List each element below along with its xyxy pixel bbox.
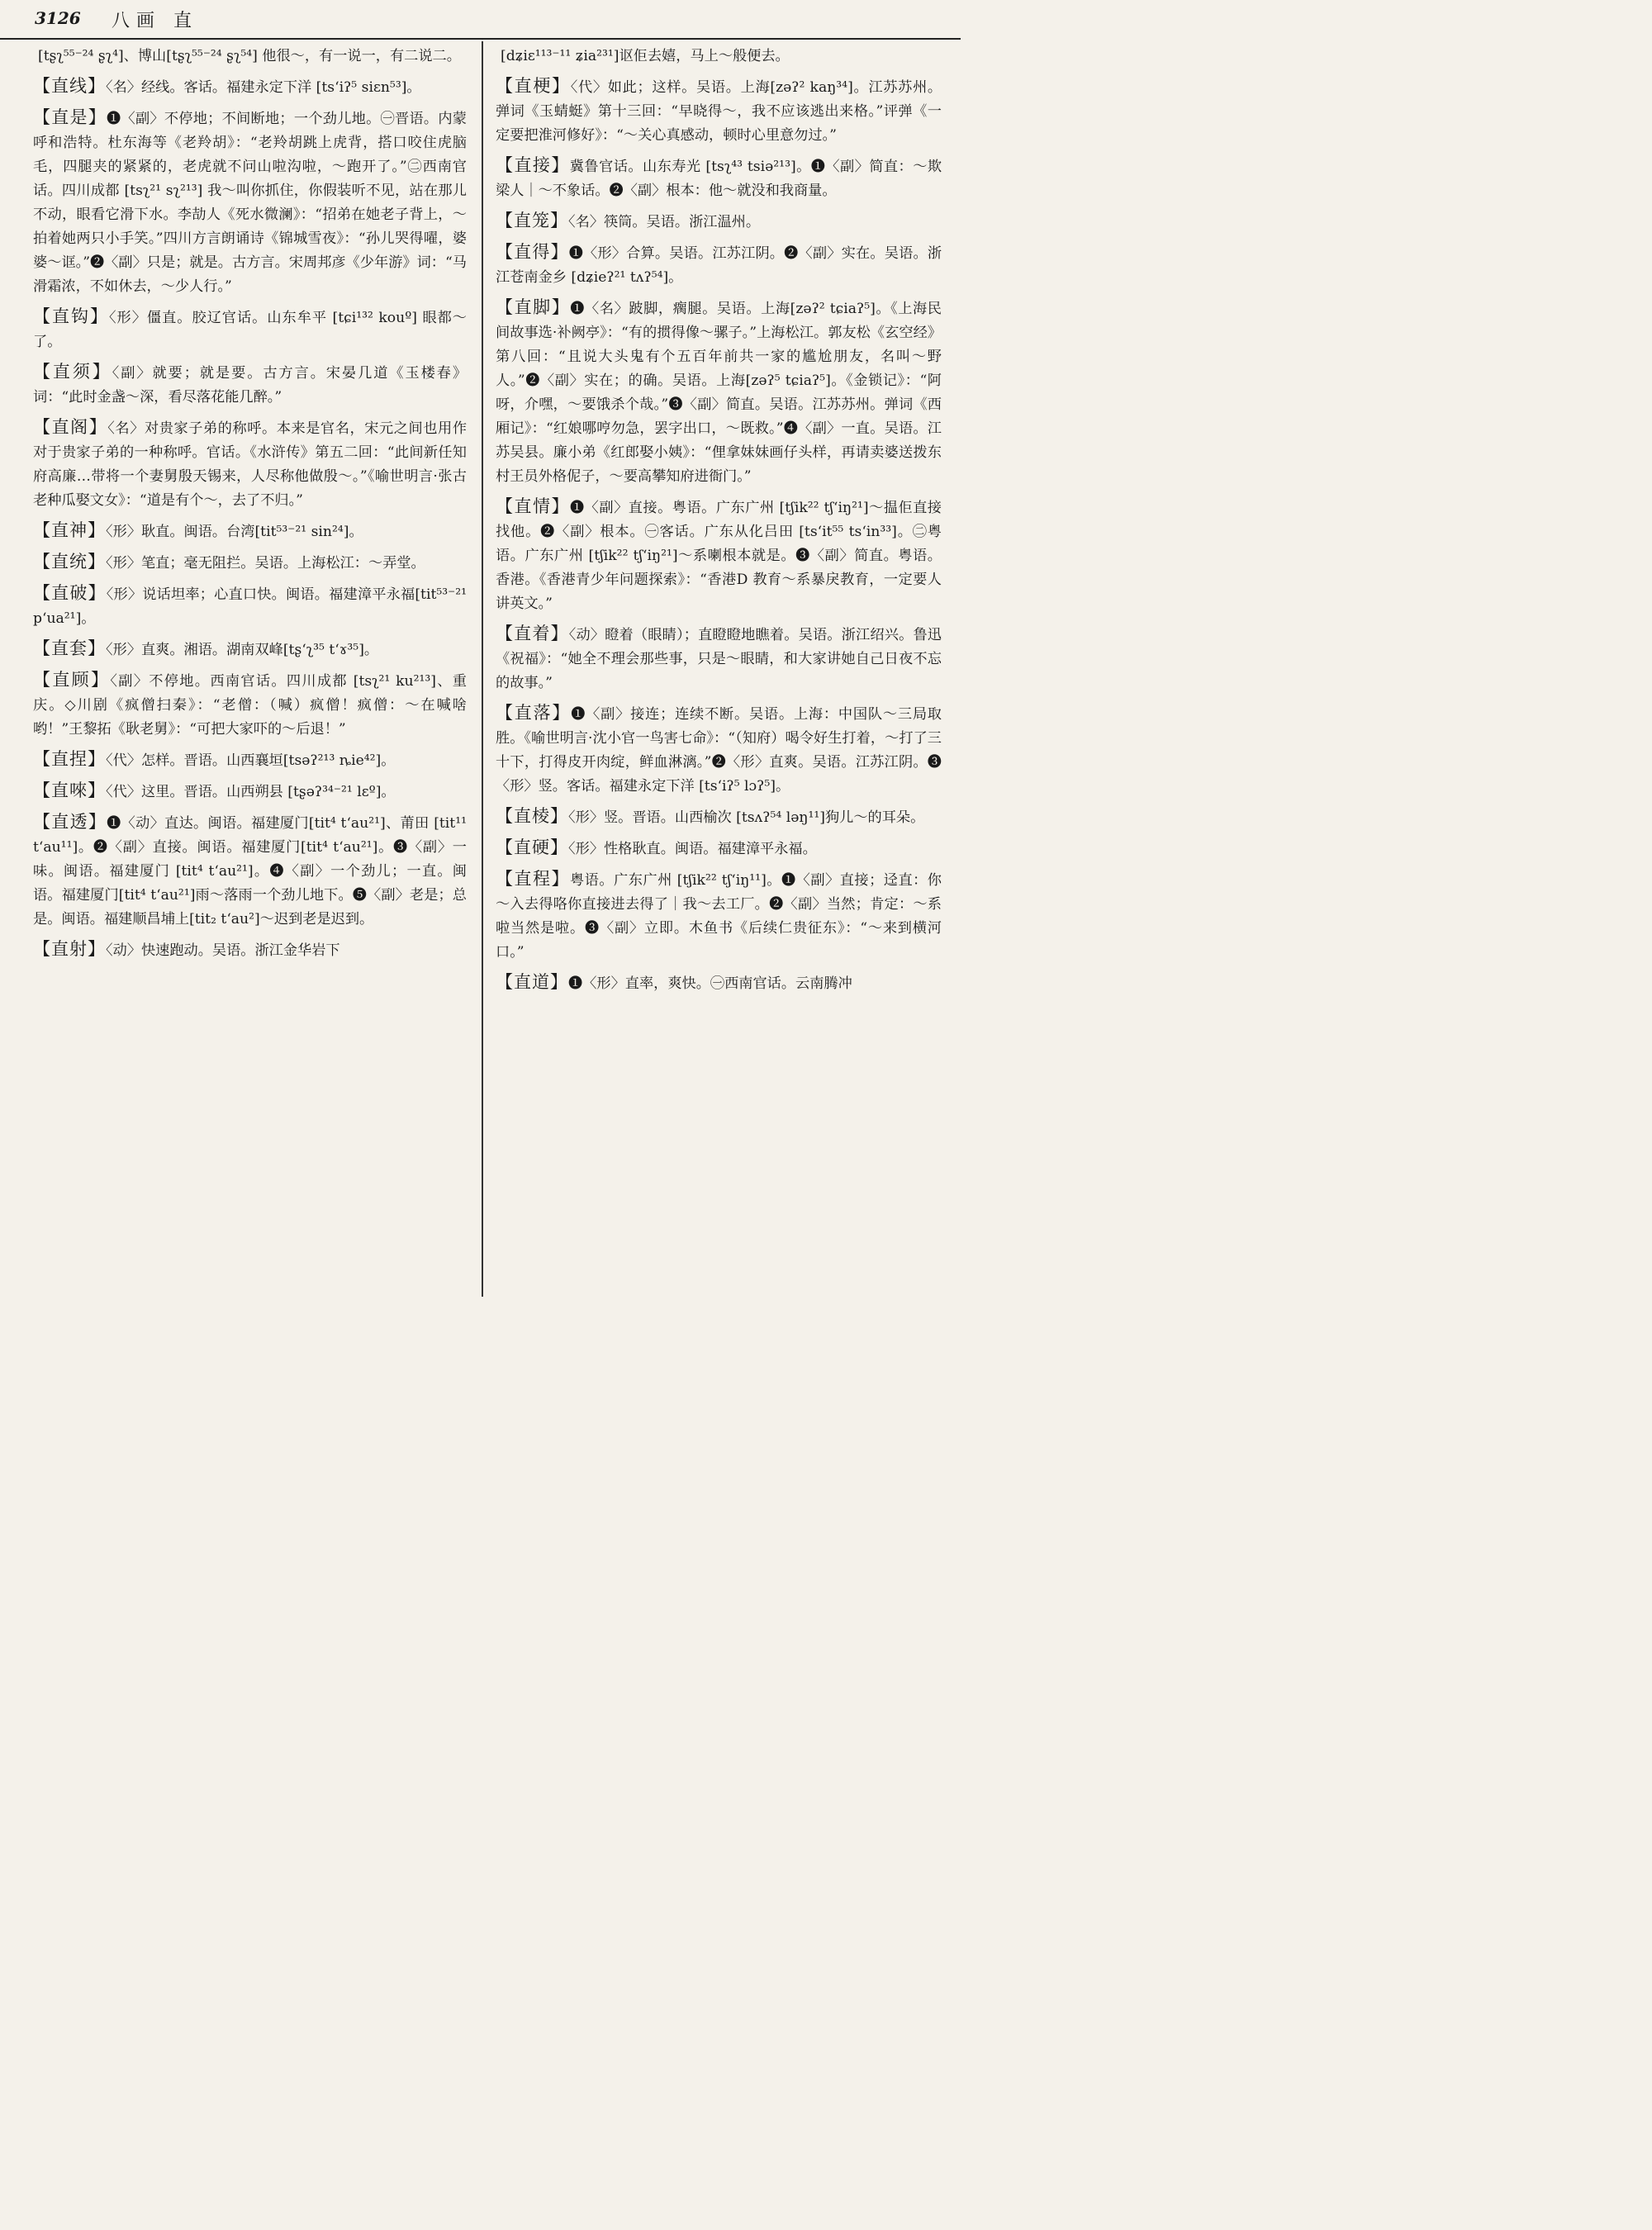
- dictionary-entry: [33, 581, 467, 631]
- entry-definition: ❶〈副〉直接。粤语。广东广州 [tʃik²² tʃʻiŋ²¹]～揾佢直接找他。❷〈副〉根本。㊀客话。广东从化吕田 [tsʻit⁵⁵ tsʻin³³]。㊁粤语。广东广州 [tʃik²² tʃʻiŋ²¹]～系喇根本就是。❸〈副〉简直。粤语。香港。《香港青少年问题探索》：“香港D 教育～系暴戾教育，一定要人讲英文。”: [496, 500, 942, 612]
- entry-headword: 【直神】: [33, 520, 106, 540]
- entry-definition: 〈代〉怎样。晋语。山西襄垣[tsəʔ²¹³ ȵie⁴²]。: [106, 752, 396, 769]
- entry-definition: 〈形〉耿直。闽语。台湾[tit⁵³⁻²¹ sin²⁴]。: [106, 524, 363, 540]
- entry-headword: 【直阁】: [33, 417, 108, 437]
- dictionary-entry: [33, 637, 467, 662]
- dictionary-entry: [496, 970, 942, 996]
- entry-headword: 【直着】: [496, 624, 569, 643]
- right-entry-list: [496, 74, 942, 996]
- dictionary-entry: [33, 747, 467, 773]
- entry-headword: 【直程】: [496, 869, 570, 889]
- dictionary-entry: [496, 209, 942, 235]
- entry-headword: 【直脚】: [496, 297, 571, 317]
- entry-headword: 【直笼】: [496, 211, 568, 230]
- entry-definition: 〈动〉快速跑动。吴语。浙江金华岩下: [106, 942, 340, 959]
- entry-definition: ❶〈形〉直率，爽快。㊀西南官话。云南腾冲: [568, 975, 852, 992]
- page-number: 3126: [35, 8, 81, 28]
- entry-headword: 【直破】: [33, 583, 107, 603]
- entry-headword: 【直得】: [496, 242, 569, 262]
- entry-definition: ❶〈副〉接连；连续不断。吴语。上海：中国队～三局取胜。《喻世明言·沈小官一鸟害七命》：“（知府）喝令好生打着，～打了三十下，打得皮开肉绽，鲜血淋漓。”❷〈形〉直爽。吴语。江苏江阴。❸〈形〉竖。客话。福建永定下洋 [tsʻiʔ⁵ lɔʔ⁵]。: [496, 706, 942, 795]
- entry-definition: 粤语。广东广州 [tʃik²² tʃʻiŋ¹¹]。❶〈副〉直接；迳直：你～入去得咯你直接进去得了｜我～去工厂。❷〈副〉当然；肯定：～系啦当然是啦。❸〈副〉立即。木鱼书《后续仁贵征东》：“～来到横河口。”: [496, 872, 942, 961]
- dictionary-entry: [496, 154, 942, 203]
- entry-definition: ❶〈动〉直达。闽语。福建厦门[tit⁴ tʻau²¹]、莆田 [tit¹¹ tʻau¹¹]。❷〈副〉直接。闽语。福建厦门[tit⁴ tʻau²¹]。❸〈副〉一味。闽语。福建厦门 [tit⁴ tʻau²¹]。❹〈副〉一个劲儿；一直。闽语。福建厦门[tit⁴ tʻau²¹]雨～落雨一个劲儿地下。❺〈副〉老是；总是。闽语。福建顺昌埔上[tit₂ tʻau²]～迟到老是迟到。: [33, 815, 467, 928]
- column-divider: [482, 41, 483, 1297]
- dictionary-entry: [496, 74, 942, 148]
- entry-headword: 【直是】: [33, 107, 107, 127]
- entry-headword: 【直透】: [33, 812, 107, 832]
- dictionary-entry: [496, 622, 942, 695]
- entry-definition: 冀鲁官话。山东寿光 [tsʅ⁴³ tsiə²¹³]。❶〈副〉简直：～欺梁人｜～不象话。❷〈副〉根本：他～就没和我商量。: [496, 159, 942, 199]
- entry-headword: 【直射】: [33, 939, 106, 959]
- continued-text: [tʂʅ⁵⁵⁻²⁴ ʂʅ⁴]、博山[tʂʅ⁵⁵⁻²⁴ ʂʅ⁵⁴] 他很～，有一说一，有二说二。: [38, 48, 461, 64]
- left-entry-list: [33, 74, 467, 963]
- left-column: [33, 45, 467, 1292]
- entry-definition: 〈副〉就要；就是要。古方言。宋晏几道《玉楼春》词：“此时金盏～深，看尽落花能几醉。”: [33, 365, 467, 406]
- dictionary-entry: [496, 495, 942, 616]
- dictionary-entry: [33, 779, 467, 804]
- entry-headword: 【直钩】: [33, 306, 109, 326]
- entry-headword: 【直情】: [496, 496, 570, 516]
- page-header: [0, 0, 961, 40]
- dictionary-entry: [33, 810, 467, 932]
- dictionary-entry: [496, 240, 942, 290]
- dictionary-entry: [496, 804, 942, 830]
- entry-definition: 〈名〉筷筒。吴语。浙江温州。: [568, 214, 761, 230]
- entry-definition: 〈名〉对贵家子弟的称呼。本来是官名，宋元之间也用作对于贵家子弟的一种称呼。官话。《水浒传》第五二回：“此间新任知府高廉…带将一个妻舅殷天锡来，人尽称他做殷～。”《喻世明言·张古老种瓜娶文女》：“道是有个～，去了不归。”: [33, 420, 467, 509]
- entry-headword: 【直道】: [496, 972, 568, 992]
- entry-definition: 〈形〉笔直；毫无阻拦。吴语。上海松江：～弄堂。: [106, 555, 425, 572]
- dictionary-entry: [496, 701, 942, 799]
- entry-headword: 【直捏】: [33, 749, 106, 769]
- entry-headword: 【直线】: [33, 76, 106, 96]
- entry-definition: ❶〈形〉合算。吴语。江苏江阴。❷〈副〉实在。吴语。浙江苍南金乡 [dʑieʔ²¹ tʌʔ⁵⁴]。: [496, 245, 942, 286]
- entry-headword: 【直硬】: [496, 837, 568, 857]
- entry-definition: 〈形〉性格耿直。闽语。福建漳平永福。: [568, 841, 817, 857]
- dictionary-entry: [33, 74, 467, 100]
- entry-definition: 〈形〉僵直。胶辽官话。山东牟平 [tɕi¹³² kouº] 眼都～了。: [33, 310, 467, 350]
- dictionary-entry: [33, 937, 467, 963]
- dictionary-entry: [33, 305, 467, 354]
- dictionary-entry: [33, 360, 467, 410]
- entry-definition: 〈动〉瞪着（眼睛）；直瞪瞪地瞧着。吴语。浙江绍兴。鲁迅《祝福》：“她全不理会那些事，只是～眼睛，和大家讲她自己日夜不忘的故事。”: [496, 627, 942, 691]
- entry-definition: 〈形〉竖。晋语。山西榆次 [tsʌʔ⁵⁴ ləŋ¹¹]狗儿～的耳朵。: [568, 809, 925, 826]
- dictionary-entry: [496, 836, 942, 861]
- entry-headword: 【直梗】: [496, 76, 571, 96]
- dictionary-entry: [33, 668, 467, 742]
- entry-definition: 〈代〉这里。晋语。山西朔县 [tʂəʔ³⁴⁻²¹ lɛº]。: [106, 784, 396, 800]
- section-title: 八画 直: [112, 11, 198, 31]
- entry-definition: 〈代〉如此；这样。吴语。上海[zəʔ² kaŋ³⁴]。江苏苏州。弹词《玉蜻蜓》第十三回：“早晓得～，我不应该逃出来格。”评弹《一定要把淮河修好》：“～关心真感动，顿时心里意勿过。”: [496, 79, 942, 144]
- entry-headword: 【直顾】: [33, 670, 111, 690]
- dictionary-entry: [496, 296, 942, 489]
- right-column: [496, 45, 942, 1292]
- dictionary-entry: [33, 519, 467, 544]
- dictionary-entry: [33, 106, 467, 299]
- entry-definition: 〈名〉经线。客话。福建永定下洋 [tsʻiʔ⁵ siɛn⁵³]。: [106, 79, 421, 96]
- entry-headword: 【直接】: [496, 155, 570, 175]
- entry-definition: 〈副〉不停地。西南官话。四川成都 [tsʅ²¹ ku²¹³]、重庆。◇川剧《疯僧扫秦》：“老僧：（喊）疯僧！疯僧：～在喊啥哟！”王黎拓《耿老舅》：“可把大家吓的～后退！”: [33, 673, 467, 738]
- dictionary-entry: [33, 550, 467, 576]
- dictionary-entry: [496, 867, 942, 965]
- entry-definition: 〈形〉说话坦率；心直口快。闽语。福建漳平永福[tit⁵³⁻²¹ pʻua²¹]。: [33, 586, 467, 627]
- entry-definition: ❶〈副〉不停地；不间断地；一个劲儿地。㊀晋语。内蒙呼和浩特。杜东海等《老羚胡》：“老羚胡跳上虎背，搭口咬住虎脑毛，四腿夹的紧紧的，老虎就不问山啦沟啦，～跑开了。”㊁西南官话。四川成都 [tsʅ²¹ sʅ²¹³] 我～叫你抓住，你假装听不见，站在那儿不动，眼看它滑下水。李劼人《死水微澜》：“招弟在她老子背上，～拍着她两只小手笑。”四川方言朗诵诗《锦城雪夜》：“孙儿哭得嚁，婆婆～诓。”❷〈副〉只是；就是。古方言。宋周邦彦《少年游》词：“马滑霜浓，不如休去，～少人行。”: [33, 111, 467, 295]
- entry-headword: 【直须】: [33, 362, 112, 382]
- entry-headword: 【直棱】: [496, 806, 568, 826]
- entry-headword: 【直唻】: [33, 780, 106, 800]
- dictionary-entry: [33, 415, 467, 513]
- entry-headword: 【直套】: [33, 638, 106, 658]
- entry-headword: 【直落】: [496, 703, 572, 723]
- entry-definition: 〈形〉直爽。湘语。湖南双峰[tʂʻʅ³⁵ tʻɤ³⁵]。: [106, 642, 379, 658]
- entry-headword: 【直统】: [33, 552, 106, 572]
- continued-text: [dʑiɛ¹¹³⁻¹¹ ʑia²³¹]讴佢去嬉，马上～般便去。: [501, 48, 790, 64]
- entry-definition: ❶〈名〉跛脚，瘸腿。吴语。上海[zəʔ² tɕiaʔ⁵]。《上海民间故事选·补阙亭》：“有的掼得像～骡子。”上海松江。郭友松《玄空经》第八回：“且说大头鬼有个五百年前共一家的尴尬朋友，名叫～野人。”❷〈副〉实在；的确。吴语。上海[zəʔ⁵ tɕiaʔ⁵]。《金锁记》：“阿呀，介嘿，～要饿杀个哉。”❸〈副〉简直。吴语。江苏苏州。弹词《西厢记》：“红娘哪哼勿急，罢字出口，～既救。”❹〈副〉一直。吴语。江苏吴县。廉小弟《红郎娶小姨》：“俚拿妹妹画仔头样，再请卖婆送拨东村王员外格伲子，～要高攀知府进衙门。”: [496, 301, 942, 485]
